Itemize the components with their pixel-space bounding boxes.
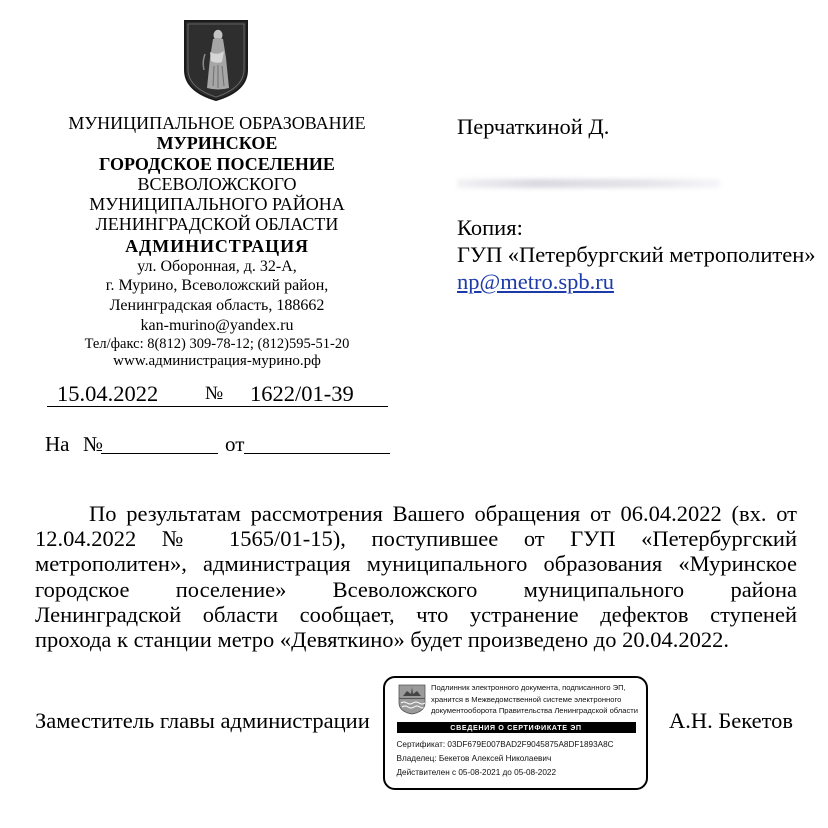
stamp-validity: Действителен с 05-08-2021 до 05-08-2022 [396,767,557,777]
body-line: прохода к станции метро «Девяткино» будет произведено до 20.04.2022. [35,626,729,652]
org-name-line: МУРИНСКОЕ [156,133,278,154]
sender-phone: Тел/факс: 8(812) 309-78-12; (812)595-51-20 [84,335,350,352]
org-name-line: ЛЕНИНГРАДСКОЙ ОБЛАСТИ [95,214,339,235]
outgoing-registration [47,381,388,408]
recipient-name: Перчаткиной Д. [457,114,610,139]
outgoing-number-sign: № [205,381,222,407]
signatory-name: А.Н. Бекетов [669,708,794,733]
stamp-notice-line: хранится в Межведомственной системе электронного [431,694,622,704]
letter-body [35,501,797,652]
stamp-band-title: СВЕДЕНИЯ О СЕРТИФИКАТЕ ЭП [397,722,636,733]
reply-reference [0,431,400,457]
body-line: метрополитен», администрация муниципального образования «Муринское [35,551,797,577]
body-line: Ленинградской области сообщает, что устранение дефектов ступеней [35,601,797,627]
stamp-notice [431,682,638,717]
stamp-certificate: Сертификат: 03DF679E007BAD2F9045875A8DF1893A8C [396,739,614,749]
murino-coat-of-arms-icon [183,18,249,102]
e-signature-stamp [383,676,648,790]
stamp-notice-line: Подлинник электронного документа, подписанного ЭП, [431,683,626,692]
body-line: 12.04.2022 № 1565/01-15), поступившее от ГУП «Петербургский [35,526,797,552]
stamp-certificate-info [397,738,614,780]
body-line: По результатам рассмотрения Вашего обращения от 06.04.2022 (вх. от [89,501,797,526]
signatory-position: Заместитель главы администрации [35,708,370,733]
stamp-notice-line: документооборота Правительства Ленинградской области [431,706,638,715]
copy-recipient [457,268,614,295]
sender-website: www.администрация-мурино.рф [113,352,321,369]
org-name-line: МУНИЦИПАЛЬНОЕ ОБРАЗОВАНИЕ [68,113,366,133]
reply-number-sign: № [83,432,104,456]
copy-email-link[interactable]: np@metro.spb.ru [457,269,614,294]
redacted-address [457,179,720,188]
sender-email: kan-murino@yandex.ru [140,316,294,334]
body-line: городское поселение» Всеволожского муниципального района [35,576,797,602]
stamp-owner: Владелец: Бекетов Алексей Николаевич [396,753,552,763]
org-name-line: МУНИЦИПАЛЬНОГО РАЙОНА [89,194,345,215]
reply-date-blank [244,431,390,454]
leningrad-oblast-emblem-icon [397,683,427,715]
copy-label: Копия: [457,215,523,240]
org-name-line: ГОРОДСКОЕ ПОСЕЛЕНИЕ [99,153,335,174]
reply-prefix: На [45,432,70,456]
sender-header [40,113,394,370]
org-name-line: ВСЕВОЛОЖСКОГО [137,173,297,194]
outgoing-date: 15.04.2022 [47,381,205,407]
sender-address-line: Ленинградская область, 188662 [109,296,325,314]
reply-date-prefix: от [225,432,245,456]
sender-address-line: г. Мурино, Всеволожский район, [105,277,329,295]
org-department: АДМИНИСТРАЦИЯ [125,235,309,256]
copy-organization: ГУП «Петербургский метрополитен» [457,242,816,267]
reply-number-blank [101,431,218,454]
outgoing-number: 1622/01-39 [222,381,388,407]
sender-address-line: ул. Оборонная, д. 32-А, [137,257,297,275]
